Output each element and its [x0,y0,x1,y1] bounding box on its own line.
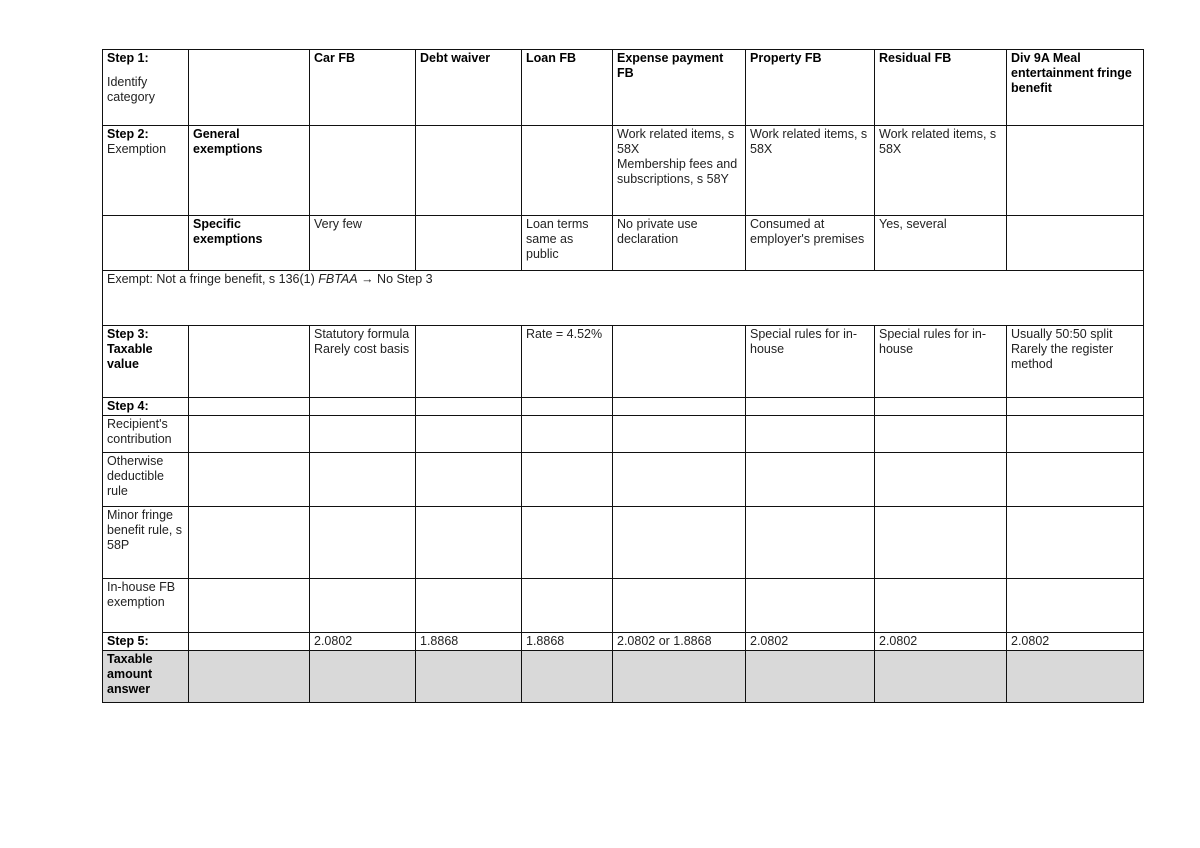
step3-residual-fb: Special rules for in-house [875,326,1007,398]
step5-div9a: 2.0802 [1007,633,1144,651]
step1-row [103,50,1144,126]
step2-title: Step 2: [107,127,149,141]
step3-row [103,326,1144,398]
general-loan-fb [522,126,613,216]
step1-cell [103,50,189,126]
exempt-note [103,271,1144,326]
step5-car-fb: 2.0802 [310,633,416,651]
empty-cell [103,216,189,271]
step2-specific-row [103,216,1144,271]
fbt-steps-table [102,49,1144,703]
step3-expense-payment-fb [613,326,746,398]
step4-otherwise-deductible: Otherwise deductible rule [103,453,189,507]
step2-desc: Exemption [107,142,167,156]
specific-residual-fb: Yes, several [875,216,1007,271]
specific-div9a [1007,216,1144,271]
specific-car-fb: Very few [310,216,416,271]
specific-exemptions-label: Specific exemptions [189,216,310,271]
step4-subrow [103,579,1144,633]
step3-loan-fb: Rate = 4.52% [522,326,613,398]
step3-property-fb: Special rules for in-house [746,326,875,398]
general-expense-membership: Membership fees and subscriptions, s 58Y [617,157,738,186]
step5-row [103,633,1144,651]
step3-div9a [1007,326,1144,398]
exempt-note-suffix: No Step 3 [373,272,433,286]
step5-property-fb: 2.0802 [746,633,875,651]
step2-cell [103,126,189,216]
category-residual-fb: Residual FB [875,50,1007,126]
specific-debt-waiver [416,216,522,271]
step1-title: Step 1: [107,51,149,65]
general-expense-payment-fb [613,126,746,216]
empty-cell [189,326,310,398]
general-div9a [1007,126,1144,216]
step3-div9a-register: Rarely the register method [1011,342,1114,371]
category-debt-waiver: Debt waiver [416,50,522,126]
empty-cell [189,633,310,651]
general-exemptions-label: General exemptions [189,126,310,216]
exempt-note-row [103,271,1144,326]
category-loan-fb: Loan FB [522,50,613,126]
general-residual-fb: Work related items, s 58X [875,126,1007,216]
exempt-note-act: FBTAA [318,272,358,286]
step4-in-house-exemption: In-house FB exemption [103,579,189,633]
category-car-fb: Car FB [310,50,416,126]
step3-car-cost-basis: Rarely cost basis [314,342,410,356]
step3-car-fb [310,326,416,398]
step3-car-statutory: Statutory formula [314,327,410,341]
step4-subrow [103,416,1144,453]
taxable-amount-title: Taxable amount answer [103,651,189,703]
category-property-fb: Property FB [746,50,875,126]
general-debt-waiver [416,126,522,216]
specific-property-fb: Consumed at employer's premises [746,216,875,271]
step5-expense-payment-fb: 2.0802 or 1.8868 [613,633,746,651]
step4-minor-fringe-benefit: Minor fringe benefit rule, s 58P [103,507,189,579]
specific-loan-fb: Loan terms same as public [522,216,613,271]
step1-desc: Identify category [107,75,155,104]
general-property-fb: Work related items, s 58X [746,126,875,216]
category-div9a-meal-entertainment: Div 9A Meal entertainment fringe benefit [1007,50,1144,126]
step4-title: Step 4: [103,398,189,416]
step5-title: Step 5: [103,633,189,651]
taxable-amount-row [103,651,1144,703]
general-expense-work-related: Work related items, s 58X [617,127,735,156]
step3-debt-waiver [416,326,522,398]
step4-recipient-contribution: Recipient's contribution [103,416,189,453]
step2-general-row [103,126,1144,216]
step5-loan-fb: 1.8868 [522,633,613,651]
step4-subrow [103,507,1144,579]
empty-cell [189,50,310,126]
step5-residual-fb: 2.0802 [875,633,1007,651]
step5-debt-waiver: 1.8868 [416,633,522,651]
general-car-fb [310,126,416,216]
step4-subrow [103,453,1144,507]
step3-div9a-split: Usually 50:50 split [1011,327,1113,341]
step3-title: Step 3: Taxable value [103,326,189,398]
step4-row [103,398,1144,416]
exempt-note-prefix: Exempt: Not a fringe benefit, s 136(1) [107,272,319,286]
right-arrow-icon: → [361,272,374,286]
category-expense-payment-fb: Expense payment FB [613,50,746,126]
specific-expense-payment-fb: No private use declaration [613,216,746,271]
